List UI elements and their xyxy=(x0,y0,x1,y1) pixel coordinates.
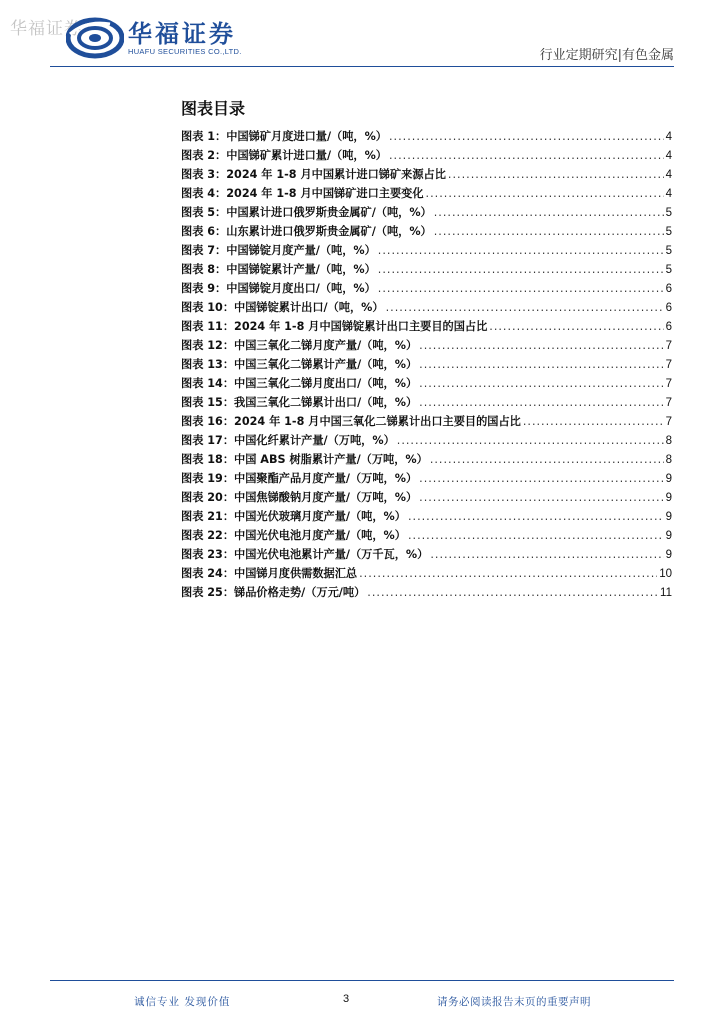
toc-list xyxy=(181,127,672,602)
toc-entry-page: 11 xyxy=(660,587,672,599)
toc-entry-label: 图表 5： xyxy=(181,206,227,219)
toc-entry[interactable] xyxy=(181,355,672,374)
toc-entry[interactable] xyxy=(181,146,672,165)
toc-entry[interactable] xyxy=(181,393,672,412)
toc-entry-page: 7 xyxy=(665,397,672,409)
report-category: 行业定期研究|有色金属 xyxy=(539,48,674,63)
toc-leader-dots xyxy=(419,488,663,507)
toc-entry-text: 中国三氧化二锑月度出口/（吨，%） xyxy=(234,377,418,390)
toc-entry-text: 我国三氧化二锑累计出口/（吨，%） xyxy=(234,396,418,409)
toc-entry-label: 图表 9： xyxy=(181,282,227,295)
toc-leader-dots xyxy=(419,469,663,488)
toc-entry-page: 8 xyxy=(665,454,672,466)
toc-leader-dots xyxy=(408,507,664,526)
toc-entry-page: 9 xyxy=(665,549,672,561)
toc-entry-label: 图表 17： xyxy=(181,434,235,447)
toc-entry-text: 中国光伏电池累计产量/（万千瓦，%） xyxy=(234,548,429,561)
toc-entry-page: 5 xyxy=(665,245,672,257)
toc-entry-text: 中国锑锭累计出口/（吨，%） xyxy=(234,301,384,314)
toc-entry-text: 中国光伏玻璃月度产量/（吨，%） xyxy=(234,510,406,523)
toc-entry-label: 图表 19： xyxy=(181,472,235,485)
toc-entry-text: 山东累计进口俄罗斯贵金属矿/（吨，%） xyxy=(226,225,432,238)
toc-entry[interactable] xyxy=(181,203,672,222)
toc-entry-label: 图表 12： xyxy=(181,339,235,352)
toc-entry-page: 4 xyxy=(665,169,672,181)
toc-entry-page: 9 xyxy=(665,492,672,504)
header-divider xyxy=(50,66,674,67)
toc-entry-text: 中国聚酯产品月度产量/（万吨，%） xyxy=(234,472,418,485)
toc-entry-label: 图表 10： xyxy=(181,301,235,314)
toc-entry-label: 图表 7： xyxy=(181,244,227,257)
toc-leader-dots xyxy=(523,412,664,431)
toc-leader-dots xyxy=(378,241,664,260)
toc-leader-dots xyxy=(489,317,663,336)
toc-entry-page: 5 xyxy=(665,264,672,276)
toc-entry[interactable] xyxy=(181,184,672,203)
toc-entry-page: 9 xyxy=(665,530,672,542)
toc-entry-label: 图表 2： xyxy=(181,149,227,162)
toc-entry[interactable] xyxy=(181,165,672,184)
toc-entry-page: 9 xyxy=(665,473,672,485)
toc-leader-dots xyxy=(397,431,664,450)
toc-entry-text: 中国锑矿月度进口量/（吨，%） xyxy=(226,130,387,143)
toc-entry[interactable] xyxy=(181,507,672,526)
toc-entry[interactable] xyxy=(181,298,672,317)
toc-entry-label: 图表 16： xyxy=(181,415,235,428)
logo-swirl-icon xyxy=(66,14,124,60)
toc-entry-text: 中国三氧化二锑月度产量/（吨，%） xyxy=(234,339,418,352)
toc-entry-label: 图表 23： xyxy=(181,548,235,561)
toc-entry[interactable] xyxy=(181,374,672,393)
page-number: 3 xyxy=(343,993,350,1005)
toc-leader-dots xyxy=(430,450,664,469)
toc-entry-text: 2024 年 1-8 月中国三氧化二锑累计出口主要目的国占比 xyxy=(234,415,521,428)
toc-entry-text: 2024 年 1-8 月中国锑矿进口主要变化 xyxy=(226,187,424,200)
toc-leader-dots xyxy=(378,260,664,279)
toc-entry[interactable] xyxy=(181,431,672,450)
toc-leader-dots xyxy=(430,545,663,564)
toc-entry-page: 5 xyxy=(665,207,672,219)
toc-entry-text: 中国三氧化二锑累计产量/（吨，%） xyxy=(234,358,418,371)
toc-entry-page: 10 xyxy=(659,568,672,580)
toc-entry-label: 图表 13： xyxy=(181,358,235,371)
toc-entry[interactable] xyxy=(181,526,672,545)
toc-entry-text: 2024 年 1-8 月中国锑锭累计出口主要目的国占比 xyxy=(234,320,488,333)
toc-entry-page: 9 xyxy=(665,511,672,523)
toc-entry-text: 中国锑矿累计进口量/（吨，%） xyxy=(226,149,387,162)
toc-entry[interactable] xyxy=(181,564,672,583)
toc-entry-page: 4 xyxy=(665,150,672,162)
toc-entry-page: 4 xyxy=(665,131,672,143)
logo-name-en: HUAFU SECURITIES CO.,LTD. xyxy=(128,47,242,56)
toc-leader-dots xyxy=(378,279,664,298)
toc-entry[interactable] xyxy=(181,545,672,564)
toc-entry-page: 5 xyxy=(665,226,672,238)
toc-entry-label: 图表 15： xyxy=(181,396,235,409)
toc-entry[interactable] xyxy=(181,317,672,336)
toc-entry-page: 4 xyxy=(665,188,672,200)
toc-entry[interactable] xyxy=(181,583,672,602)
toc-entry-label: 图表 20： xyxy=(181,491,235,504)
toc-entry[interactable] xyxy=(181,412,672,431)
toc-entry-page: 7 xyxy=(665,416,672,428)
toc-leader-dots xyxy=(419,393,663,412)
toc-entry-label: 图表 8： xyxy=(181,263,227,276)
toc-entry[interactable] xyxy=(181,260,672,279)
toc-entry-label: 图表 4： xyxy=(181,187,227,200)
toc-entry[interactable] xyxy=(181,336,672,355)
toc-leader-dots xyxy=(389,146,664,165)
toc-leader-dots xyxy=(389,127,664,146)
toc-entry-label: 图表 11： xyxy=(181,320,235,333)
toc-entry-label: 图表 25： xyxy=(181,586,235,599)
toc-entry-label: 图表 14： xyxy=(181,377,235,390)
toc-leader-dots xyxy=(434,222,664,241)
toc-entry-label: 图表 1： xyxy=(181,130,227,143)
toc-entry[interactable] xyxy=(181,488,672,507)
toc-entry-label: 图表 21： xyxy=(181,510,235,523)
toc-entry-text: 2024 年 1-8 月中国累计进口锑矿来源占比 xyxy=(226,168,446,181)
toc-leader-dots xyxy=(419,355,663,374)
toc-entry-page: 7 xyxy=(665,340,672,352)
toc-entry[interactable] xyxy=(181,127,672,146)
toc-title: 图表目录 xyxy=(181,99,246,118)
toc-leader-dots xyxy=(408,526,664,545)
toc-entry[interactable] xyxy=(181,469,672,488)
toc-entry[interactable] xyxy=(181,279,672,298)
toc-leader-dots xyxy=(359,564,657,583)
toc-entry-text: 中国 ABS 树脂累计产量/（万吨，%） xyxy=(234,453,428,466)
toc-leader-dots xyxy=(367,583,658,602)
toc-entry-page: 6 xyxy=(665,283,672,295)
toc-entry-label: 图表 24： xyxy=(181,567,235,580)
toc-entry-label: 图表 18： xyxy=(181,453,235,466)
toc-entry-text: 中国焦锑酸钠月度产量/（万吨，%） xyxy=(234,491,418,504)
toc-entry[interactable] xyxy=(181,222,672,241)
toc-leader-dots xyxy=(419,374,663,393)
toc-entry-page: 7 xyxy=(665,359,672,371)
toc-entry[interactable] xyxy=(181,450,672,469)
toc-entry-page: 7 xyxy=(665,378,672,390)
toc-entry-label: 图表 3： xyxy=(181,168,227,181)
toc-leader-dots xyxy=(434,203,664,222)
toc-entry-label: 图表 22： xyxy=(181,529,235,542)
toc-leader-dots xyxy=(419,336,663,355)
toc-entry-text: 中国光伏电池月度产量/（吨，%） xyxy=(234,529,406,542)
toc-entry-text: 中国锑月度供需数据汇总 xyxy=(234,567,358,580)
toc-leader-dots xyxy=(426,184,664,203)
footer-divider xyxy=(50,980,674,981)
toc-entry-text: 中国锑锭月度产量/（吨，%） xyxy=(226,244,376,257)
company-logo xyxy=(66,14,246,60)
toc-entry-text: 锑品价格走势/（万元/吨） xyxy=(234,586,366,599)
toc-entry-text: 中国锑锭月度出口/（吨，%） xyxy=(226,282,376,295)
toc-entry[interactable] xyxy=(181,241,672,260)
toc-entry-page: 6 xyxy=(665,321,672,333)
toc-entry-page: 8 xyxy=(665,435,672,447)
toc-entry-page: 6 xyxy=(665,302,672,314)
footer-slogan: 诚信专业 发现价值 xyxy=(134,996,231,1008)
toc-leader-dots xyxy=(386,298,664,317)
toc-leader-dots xyxy=(448,165,664,184)
footer-disclaimer: 请务必阅读报告末页的重要声明 xyxy=(437,996,591,1008)
toc-entry-text: 中国锑锭累计产量/（吨，%） xyxy=(226,263,376,276)
toc-entry-text: 中国累计进口俄罗斯贵金属矿/（吨，%） xyxy=(226,206,432,219)
logo-name-cn: 华福证券 xyxy=(128,20,236,48)
watermark: 华福证券 xyxy=(10,19,82,39)
toc-entry-label: 图表 6： xyxy=(181,225,227,238)
toc-entry-text: 中国化纤累计产量/（万吨，%） xyxy=(234,434,395,447)
